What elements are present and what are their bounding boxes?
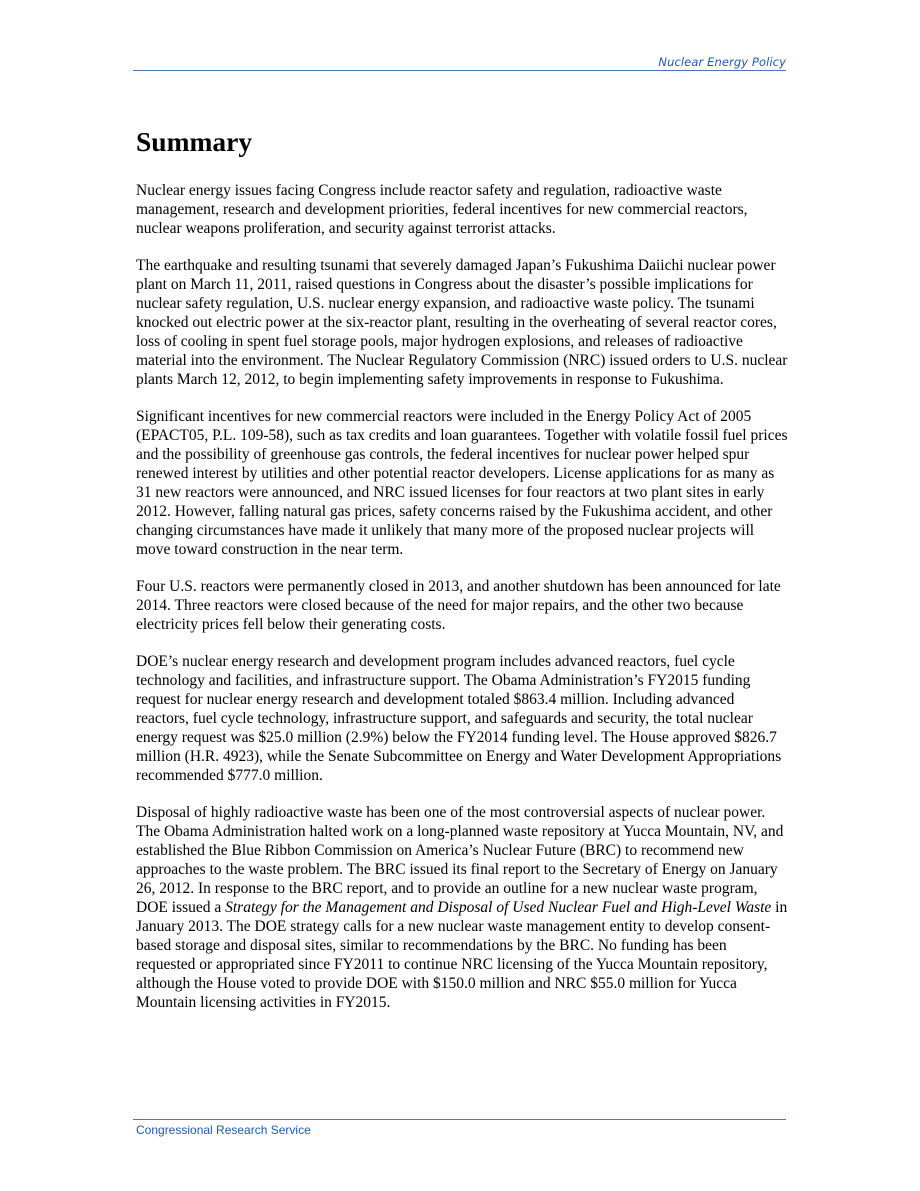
running-title: Nuclear Energy Policy — [658, 55, 786, 69]
footer-publisher: Congressional Research Service — [136, 1123, 311, 1137]
summary-paragraph-3: Significant incentives for new commercial reactors were included in the Energy Policy Act of 2005 (EPACT05, P.L. 109-58), such as tax credits and loan guarantees. Together with volatile fossil fuel prices and the possibility of greenhouse gas controls, the federal incentives for nuclear power helped spur renewed interest by utilities and other potential reactor developers. License applications for as many as 31 new reactors were announced, and NRC issued licenses for four reactors at two plant sites in early 2012. However, falling natural gas prices, safety concerns raised by the Fukushima accident, and other changing circumstances have made it unlikely that many more of the proposed nuclear projects will move toward construction in the near term. — [136, 408, 788, 558]
page-footer — [133, 1119, 786, 1137]
summary-paragraph-6 — [136, 803, 788, 1012]
report-title: Strategy for the Management and Disposal of Used Nuclear Fuel and High-Level Waste — [225, 899, 772, 916]
summary-paragraph-1: Nuclear energy issues facing Congress include reactor safety and regulation, radioactive waste management, research and development priorities, federal incentives for new commercial reactors, nuclear weapons proliferation, and security against terrorist attacks. — [136, 182, 748, 237]
summary-section — [136, 126, 788, 1030]
section-heading: Summary — [136, 126, 253, 157]
paragraph-text: Disposal of highly radioactive waste has been one of the most controversial aspects of nuclear power. The Obama Administration halted work on a long-planned waste repository at Yucca Mountain, NV, and established the Blue Ribbon Commission on America’s Nuclear Future (BRC) to recommend new approaches to the waste problem. The BRC issued its final report to the Secretary of Energy on January 26, 2012. In response to the BRC report, and to provide an outline for a new nuclear waste program, DOE issued a — [136, 804, 784, 916]
paragraph-text: in January 2013. The DOE strategy calls for a new nuclear waste management entity to develop consent-based storage and disposal sites, similar to recommendations by the BRC. No funding has been requested or appropriated since FY2011 to continue NRC licensing of the Yucca Mountain repository, although the House voted to provide DOE with $150.0 million and NRC $55.0 million for Yucca Mountain licensing activities in FY2015. — [136, 899, 788, 1011]
summary-paragraph-4: Four U.S. reactors were permanently closed in 2013, and another shutdown has been announced for late 2014. Three reactors were closed because of the need for major repairs, and the other two because electricity prices fell below their generating costs. — [136, 578, 781, 633]
summary-paragraph-5: DOE’s nuclear energy research and development program includes advanced reactors, fuel cycle technology and facilities, and infrastructure support. The Obama Administration’s FY2015 funding request for nuclear energy research and development totaled $863.4 million. Including advanced reactors, fuel cycle technology, infrastructure support, and safeguards and security, the total nuclear energy request was $25.0 million (2.9%) below the FY2014 funding level. The House approved $826.7 million (H.R. 4923), while the Senate Subcommittee on Energy and Water Development Appropriations recommended $777.0 million. — [136, 653, 782, 784]
page-header — [133, 54, 786, 71]
summary-paragraph-2: The earthquake and resulting tsunami that severely damaged Japan’s Fukushima Daiichi nuclear power plant on March 11, 2011, raised questions in Congress about the disaster’s possible implications for nuclear safety regulation, U.S. nuclear energy expansion, and radioactive waste policy. The tsunami knocked out electric power at the six-reactor plant, resulting in the overheating of several reactor cores, loss of cooling in spent fuel storage pools, major hydrogen explosions, and releases of radioactive material into the environment. The Nuclear Regulatory Commission (NRC) issued orders to U.S. nuclear plants March 12, 2012, to begin implementing safety improvements in response to Fukushima. — [136, 257, 788, 388]
